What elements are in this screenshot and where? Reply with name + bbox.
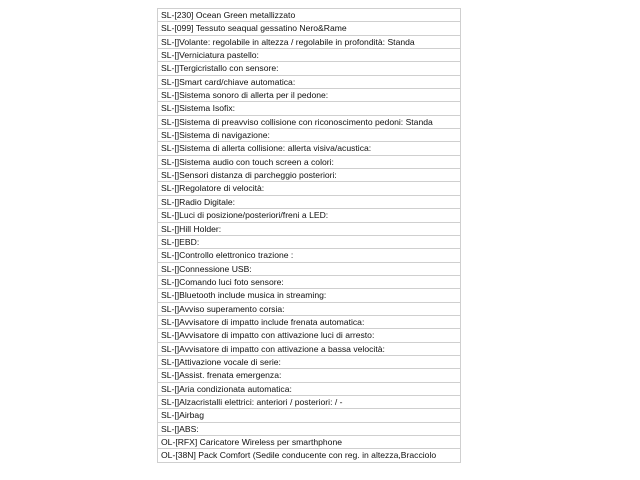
table-cell: SL-[]Smart card/chiave automatica: [158, 75, 461, 88]
table-row [158, 115, 461, 128]
table-row [158, 302, 461, 315]
table-cell: SL-[099] Tessuto seaqual gessatino Nero&Rame [158, 22, 461, 35]
table-row [158, 395, 461, 408]
table-row [158, 369, 461, 382]
table-cell: SL-[]Regolatore di velocità: [158, 182, 461, 195]
table-row [158, 342, 461, 355]
table-cell: SL-[]Sistema sonoro di allerta per il pedone: [158, 89, 461, 102]
table-row [158, 129, 461, 142]
table-row [158, 75, 461, 88]
table-cell: SL-[]Hill Holder: [158, 222, 461, 235]
table-cell: SL-[]Attivazione vocale di serie: [158, 355, 461, 368]
table-row [158, 9, 461, 22]
table-cell: SL-[]Avvisatore di impatto con attivazione a bassa velocità: [158, 342, 461, 355]
table-row [158, 329, 461, 342]
table-cell: SL-[]Aria condizionata automatica: [158, 382, 461, 395]
table-cell: SL-[]Connessione USB: [158, 262, 461, 275]
table-cell: SL-[]EBD: [158, 235, 461, 248]
table-cell: SL-[]Volante: regolabile in altezza / regolabile in profondità: Standa [158, 35, 461, 48]
table-row [158, 262, 461, 275]
table-cell: SL-[]Sistema di preavviso collisione con riconoscimento pedoni: Standa [158, 115, 461, 128]
table-cell: SL-[]Tergicristallo con sensore: [158, 62, 461, 75]
table-row [158, 89, 461, 102]
table-row [158, 422, 461, 435]
table-cell: SL-[]Controllo elettronico trazione : [158, 249, 461, 262]
table-row [158, 355, 461, 368]
table-cell: SL-[]Avviso superamento corsia: [158, 302, 461, 315]
table-cell: SL-[]Bluetooth include musica in streaming: [158, 289, 461, 302]
table-row [158, 142, 461, 155]
table-cell: SL-[]Luci di posizione/posteriori/freni a LED: [158, 209, 461, 222]
table-cell: SL-[]Assist. frenata emergenza: [158, 369, 461, 382]
table-row [158, 195, 461, 208]
table-cell: SL-[]Sistema di allerta collisione: allerta visiva/acustica: [158, 142, 461, 155]
table-row [158, 315, 461, 328]
table-row [158, 169, 461, 182]
table-cell: SL-[]Alzacristalli elettrici: anteriori / posteriori: / - [158, 395, 461, 408]
options-table [157, 8, 461, 463]
table-cell: SL-[]ABS: [158, 422, 461, 435]
table-row [158, 102, 461, 115]
options-table-body [158, 9, 461, 463]
table-row [158, 275, 461, 288]
table-row [158, 249, 461, 262]
table-row [158, 209, 461, 222]
table-row [158, 22, 461, 35]
table-row [158, 409, 461, 422]
table-cell: SL-[]Avvisatore di impatto con attivazione luci di arresto: [158, 329, 461, 342]
table-cell: SL-[]Avvisatore di impatto include frenata automatica: [158, 315, 461, 328]
table-row [158, 449, 461, 462]
table-cell: SL-[]Radio Digitale: [158, 195, 461, 208]
table-row [158, 62, 461, 75]
table-cell: SL-[]Sensori distanza di parcheggio posteriori: [158, 169, 461, 182]
table-row [158, 436, 461, 449]
table-cell: SL-[]Sistema Isofix: [158, 102, 461, 115]
table-row [158, 49, 461, 62]
table-cell: OL-[38N] Pack Comfort (Sedile conducente con reg. in altezza,Bracciolo [158, 449, 461, 462]
table-row [158, 155, 461, 168]
table-row [158, 222, 461, 235]
table-row [158, 182, 461, 195]
table-cell: SL-[]Sistema audio con touch screen a colori: [158, 155, 461, 168]
table-cell: SL-[230] Ocean Green metallizzato [158, 9, 461, 22]
table-cell: SL-[]Airbag [158, 409, 461, 422]
table-row [158, 289, 461, 302]
table-cell: SL-[]Verniciatura pastello: [158, 49, 461, 62]
table-cell: OL-[RFX] Caricatore Wireless per smarthphone [158, 436, 461, 449]
table-row [158, 35, 461, 48]
table-row [158, 235, 461, 248]
table-cell: SL-[]Sistema di navigazione: [158, 129, 461, 142]
table-row [158, 382, 461, 395]
table-cell: SL-[]Comando luci foto sensore: [158, 275, 461, 288]
